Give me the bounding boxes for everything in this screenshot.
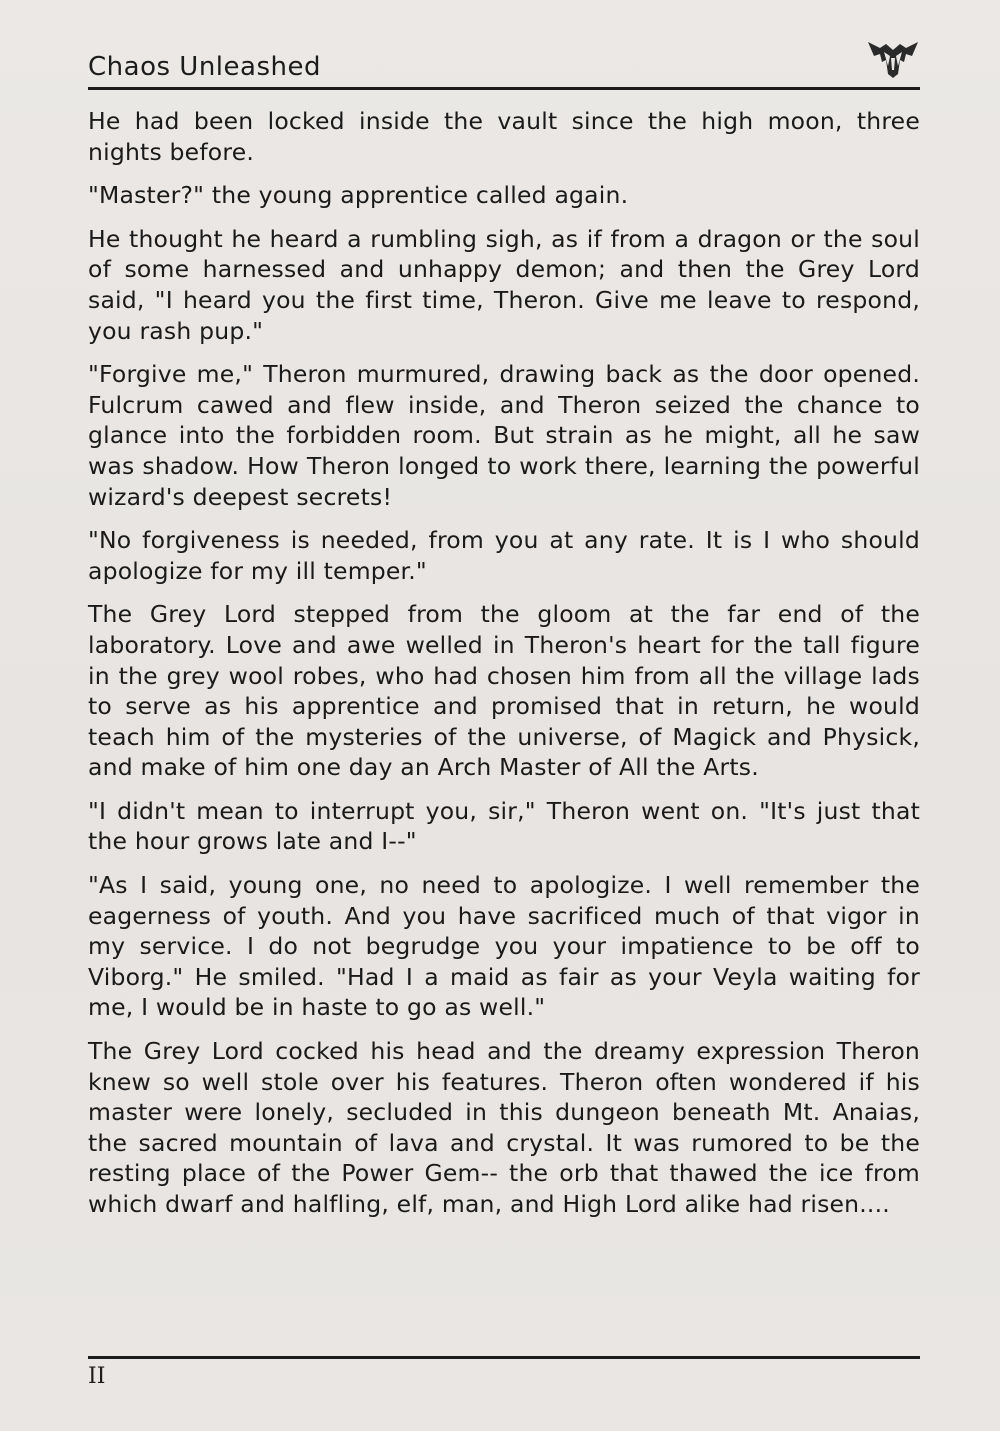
header-rule xyxy=(88,87,920,90)
page-number: II xyxy=(88,1364,106,1389)
paragraph: "I didn't mean to interrupt you, sir," Theron went on. "It's just that the hour grows late and I--" xyxy=(88,796,920,856)
paragraph: "Master?" the young apprentice called again. xyxy=(88,181,629,210)
body-text xyxy=(88,106,920,1233)
paragraph: The Grey Lord stepped from the gloom at the far end of the laboratory. Love and awe welled in Theron's heart for the tall figure in the grey wool robes, who had chosen him from all the village lads to serve as his apprentice and promised that in return, he would teach him of the mysteries of the universe, of Magick and Physick, and make of him one day an Arch Master of All the Arts. xyxy=(88,600,920,782)
paragraph: "Forgive me," Theron murmured, drawing back as the door opened. Fulcrum cawed and flew inside, and Theron seized the chance to glance into the forbidden room. But strain as he might, all he saw was shadow. How Theron longed to work there, learning the powerful wizard's deepest secrets! xyxy=(88,360,920,511)
page-header-title: Chaos Unleashed xyxy=(88,52,321,82)
paragraph: "No forgiveness is needed, from you at any rate. It is I who should apologize for my ill temper." xyxy=(88,526,920,585)
footer-rule xyxy=(88,1356,920,1359)
paragraph: He thought he heard a rumbling sigh, as if from a dragon or the soul of some harnessed and unhappy demon; and then the Grey Lord said, "I heard you the first time, Theron. Give me leave to respond, you rash pup." xyxy=(88,224,920,345)
paragraph: He had been locked inside the vault since the high moon, three nights before. xyxy=(88,107,920,166)
paragraph: "As I said, young one, no need to apologize. I well remember the eagerness of youth. And you have sacrificed much of that vigor in my service. I do not begrudge you your impatience to be off to Viborg." He smiled. "Had I a maid as fair as your Veyla waiting for me, I would be in haste to go as well." xyxy=(88,871,920,1022)
paragraph: The Grey Lord cocked his head and the dreamy expression Theron knew so well stole over his features. Theron often wondered if his master were lonely, secluded in this dungeon beneath Mt. Anaias, the sacred mountain of lava and crystal. It was rumored to be the resting place of the Power Gem-- the orb that thawed the ice from which dwarf and halfling, elf, man, and High Lord alike had risen.... xyxy=(88,1037,920,1218)
winged-emblem-icon xyxy=(866,40,920,80)
